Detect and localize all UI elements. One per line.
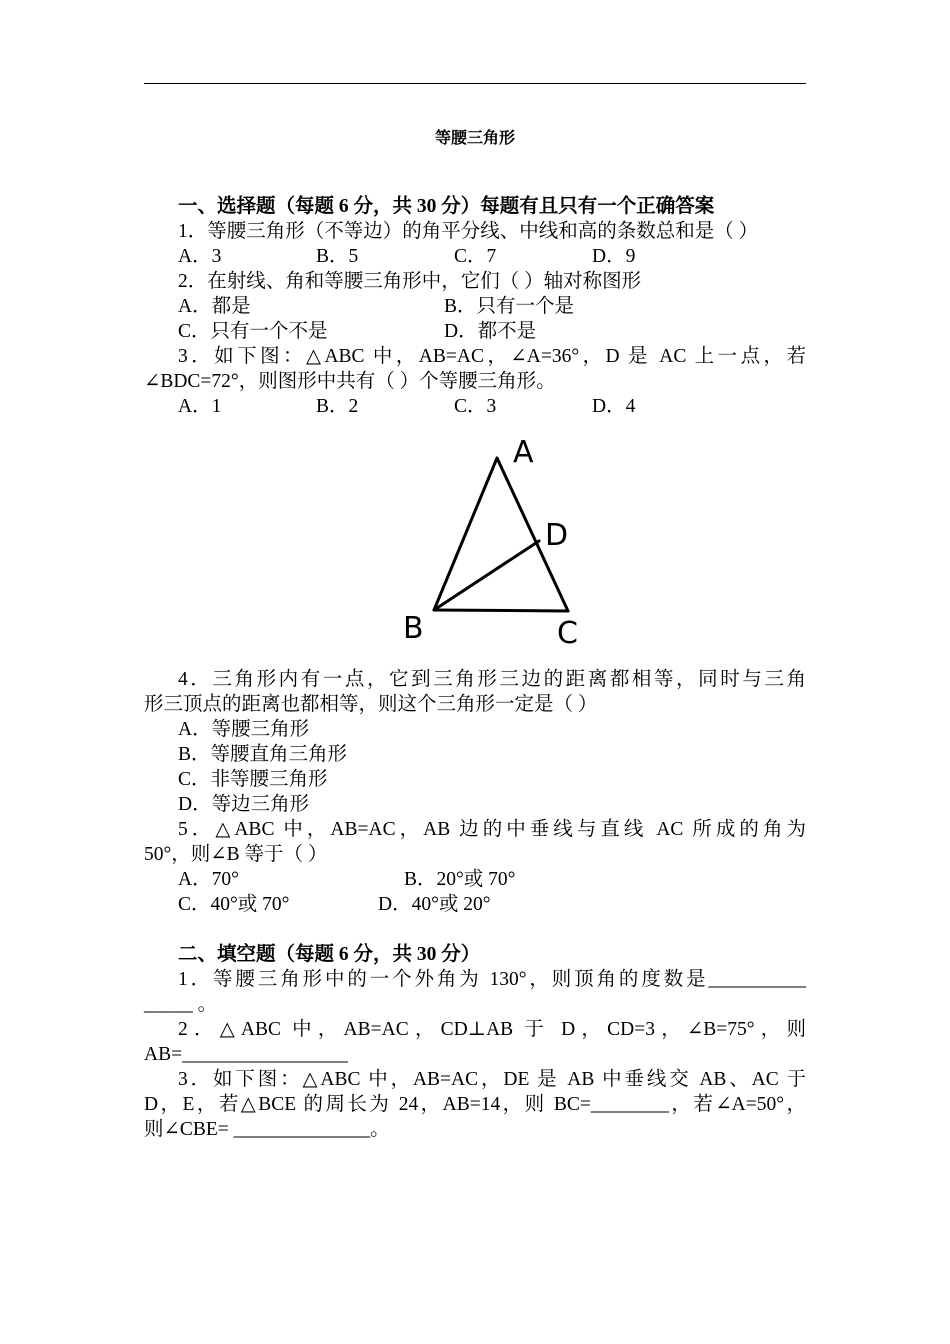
fill-q3-line1: 3．如下图：△ABC 中，AB=AC，DE 是 AB 中垂线交 AB、AC 于 bbox=[178, 1069, 806, 1090]
segment-bc bbox=[434, 610, 568, 611]
q3-option-c: C．3 bbox=[454, 396, 497, 417]
q2-option-b: B．只有一个是 bbox=[444, 296, 575, 317]
q3-option-d: D．4 bbox=[592, 396, 636, 417]
q5-option-b: B．20°或 70° bbox=[404, 869, 516, 890]
label-d: D bbox=[545, 518, 569, 553]
label-c: C bbox=[557, 616, 578, 651]
q1-option-b: B．5 bbox=[316, 246, 359, 267]
fill-q2-line2: AB=_________________ bbox=[144, 1044, 348, 1065]
fill-q1-line1: 1．等腰三角形中的一个外角为 130°，则顶角的度数是__________ bbox=[178, 969, 806, 990]
q3-option-b: B．2 bbox=[316, 396, 359, 417]
q5-stem-line1: 5．△ABC 中，AB=AC，AB 边的中垂线与直线 AC 所成的角为 bbox=[178, 819, 806, 840]
q4-option-b: B．等腰直角三角形 bbox=[178, 744, 348, 765]
q5-option-a: A．70° bbox=[178, 869, 239, 890]
q2-option-c: C．只有一个不是 bbox=[178, 321, 328, 342]
label-b: B bbox=[403, 611, 424, 646]
q3-stem-line1: 3．如下图：△ABC 中，AB=AC，∠A=36°，D 是 AC 上一点，若 bbox=[178, 346, 806, 367]
q4-option-c: C．非等腰三角形 bbox=[178, 769, 328, 790]
q4-stem-line2: 形三顶点的距离也都相等，则这个三角形一定是（ ） bbox=[144, 694, 598, 715]
q2-option-d: D．都不是 bbox=[444, 321, 537, 342]
q5-stem-line2: 50°，则∠B 等于（ ） bbox=[144, 844, 328, 865]
section1-heading: 一、选择题（每题 6 分，共 30 分）每题有且只有一个正确答案 bbox=[178, 196, 715, 217]
q5-option-c: C．40°或 70° bbox=[178, 894, 290, 915]
q1-option-c: C．7 bbox=[454, 246, 497, 267]
section2-heading: 二、填空题（每题 6 分，共 30 分） bbox=[178, 944, 481, 965]
fill-q2-line1: 2．△ABC 中，AB=AC，CD⊥AB 于 D，CD=3，∠B=75°，则 bbox=[178, 1019, 806, 1040]
q4-option-a: A．等腰三角形 bbox=[178, 719, 310, 740]
fill-q3-line3: 则∠CBE= ______________。 bbox=[144, 1119, 390, 1140]
q1-option-a: A．3 bbox=[178, 246, 222, 267]
fill-q3-line2: D，E，若△BCE 的周长为 24，AB=14，则 BC=________，若∠A=50°， bbox=[144, 1094, 806, 1115]
q1-stem: 1．等腰三角形（不等边）的角平分线、中线和高的条数总和是（ ） bbox=[178, 221, 759, 242]
segment-ab bbox=[434, 458, 497, 610]
q3-stem-line2: ∠BDC=72°，则图形中共有（ ）个等腰三角形。 bbox=[144, 371, 556, 392]
q1-option-d: D．9 bbox=[592, 246, 636, 267]
q4-stem-line1: 4．三角形内有一点，它到三角形三边的距离都相等，同时与三角 bbox=[178, 669, 806, 690]
q4-option-d: D．等边三角形 bbox=[178, 794, 310, 815]
fill-q1-line2: _____ 。 bbox=[144, 994, 218, 1015]
q2-stem: 2．在射线、角和等腰三角形中，它们（ ）轴对称图形 bbox=[178, 271, 642, 292]
q5-option-d: D．40°或 20° bbox=[378, 894, 491, 915]
label-a: A bbox=[513, 435, 534, 470]
q3-option-a: A．1 bbox=[178, 396, 222, 417]
page-title: 等腰三角形 bbox=[434, 128, 515, 147]
q2-option-a: A．都是 bbox=[178, 296, 251, 317]
